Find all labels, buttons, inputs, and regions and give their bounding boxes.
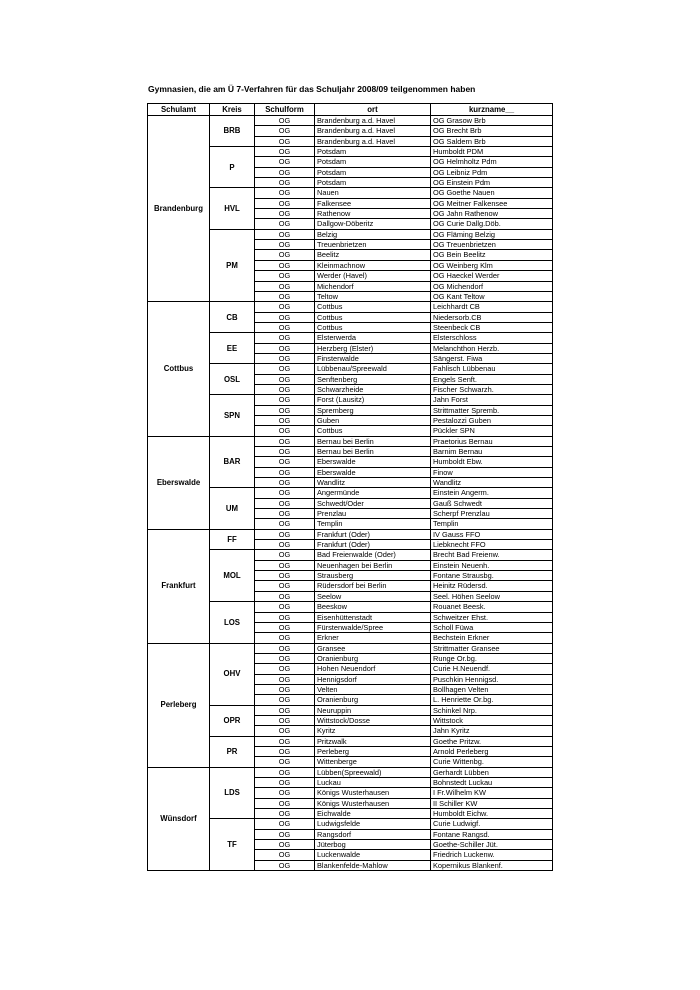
ort-cell: Schwarzheide: [315, 384, 431, 394]
kurzname-cell: OG Meitner Falkensee: [431, 198, 553, 208]
kurzname-cell: Einstein Angerm.: [431, 488, 553, 498]
schulform-cell: OG: [255, 147, 315, 157]
kurzname-cell: OG Brecht Brb: [431, 126, 553, 136]
ort-cell: Velten: [315, 684, 431, 694]
ort-cell: Cottbus: [315, 322, 431, 332]
kreis-cell: BAR: [210, 436, 255, 488]
ort-cell: Lübben(Spreewald): [315, 767, 431, 777]
ort-cell: Brandenburg a.d. Havel: [315, 136, 431, 146]
ort-cell: Treuenbrietzen: [315, 240, 431, 250]
ort-cell: Rathenow: [315, 209, 431, 219]
ort-cell: Beeskow: [315, 602, 431, 612]
ort-cell: Cottbus: [315, 302, 431, 312]
schulform-cell: OG: [255, 364, 315, 374]
table-row: [148, 116, 553, 126]
kurzname-cell: Kopernikus Blankenf.: [431, 860, 553, 870]
ort-cell: Fürstenwalde/Spree: [315, 622, 431, 632]
ort-cell: Neuenhagen bei Berlin: [315, 560, 431, 570]
ort-cell: Eichwalde: [315, 809, 431, 819]
schulform-cell: OG: [255, 560, 315, 570]
table-row: [148, 529, 553, 539]
kurzname-cell: Brecht Bad Freienw.: [431, 550, 553, 560]
ort-cell: Potsdam: [315, 157, 431, 167]
kurzname-cell: Puschkin Hennigsd.: [431, 674, 553, 684]
schulform-cell: OG: [255, 778, 315, 788]
schulform-cell: OG: [255, 519, 315, 529]
schulform-cell: OG: [255, 498, 315, 508]
ort-cell: Frankfurt (Oder): [315, 529, 431, 539]
schulform-cell: OG: [255, 602, 315, 612]
ort-cell: Teltow: [315, 291, 431, 301]
schulamt-cell: Frankfurt: [148, 529, 210, 643]
schulform-cell: OG: [255, 322, 315, 332]
schulform-cell: OG: [255, 788, 315, 798]
kurzname-cell: Goethe-Schiller Jüt.: [431, 840, 553, 850]
kurzname-cell: Strittmatter Gransee: [431, 643, 553, 653]
schulform-cell: OG: [255, 415, 315, 425]
ort-cell: Brandenburg a.d. Havel: [315, 116, 431, 126]
ort-cell: Bad Freienwalde (Oder): [315, 550, 431, 560]
ort-cell: Blankenfelde-Mahlow: [315, 860, 431, 870]
column-header-schulform: Schulform: [255, 104, 315, 116]
ort-cell: Spremberg: [315, 405, 431, 415]
schulform-cell: OG: [255, 302, 315, 312]
schulform-cell: OG: [255, 612, 315, 622]
kreis-cell: FF: [210, 529, 255, 550]
ort-cell: Wittstock/Dosse: [315, 715, 431, 725]
kurzname-cell: OG Goethe Nauen: [431, 188, 553, 198]
ort-cell: Frankfurt (Oder): [315, 540, 431, 550]
kurzname-cell: Praetorius Bernau: [431, 436, 553, 446]
schulform-cell: OG: [255, 798, 315, 808]
schulform-cell: OG: [255, 705, 315, 715]
kurzname-cell: Finow: [431, 467, 553, 477]
kurzname-cell: Engels Senft.: [431, 374, 553, 384]
ort-cell: Gransee: [315, 643, 431, 653]
table-row: [148, 436, 553, 446]
schulform-cell: OG: [255, 353, 315, 363]
ort-cell: Wandlitz: [315, 478, 431, 488]
schulform-cell: OG: [255, 116, 315, 126]
schulform-cell: OG: [255, 333, 315, 343]
schulform-cell: OG: [255, 591, 315, 601]
ort-cell: Kyritz: [315, 726, 431, 736]
ort-cell: Brandenburg a.d. Havel: [315, 126, 431, 136]
kurzname-cell: Curie Wittenbg.: [431, 757, 553, 767]
ort-cell: Potsdam: [315, 147, 431, 157]
kurzname-cell: Rouanet Beesk.: [431, 602, 553, 612]
ort-cell: Hennigsdorf: [315, 674, 431, 684]
kreis-cell: MOL: [210, 550, 255, 602]
schulform-cell: OG: [255, 715, 315, 725]
kurzname-cell: Jahn Forst: [431, 395, 553, 405]
ort-cell: Werder (Havel): [315, 271, 431, 281]
column-header-kurzname: kurzname__: [431, 104, 553, 116]
schulform-cell: OG: [255, 829, 315, 839]
kurzname-cell: Humboldt PDM: [431, 147, 553, 157]
ort-cell: Cottbus: [315, 426, 431, 436]
schulform-cell: OG: [255, 550, 315, 560]
kurzname-cell: OG Einstein Pdm: [431, 178, 553, 188]
ort-cell: Bernau bei Berlin: [315, 436, 431, 446]
schulform-cell: OG: [255, 198, 315, 208]
ort-cell: Ludwigsfelde: [315, 819, 431, 829]
kurzname-cell: Runge Or.bg.: [431, 653, 553, 663]
schulform-cell: OG: [255, 467, 315, 477]
kurzname-cell: Fontane Strausbg.: [431, 571, 553, 581]
schulform-cell: OG: [255, 395, 315, 405]
kurzname-cell: OG Haeckel Werder: [431, 271, 553, 281]
table-row: [148, 302, 553, 312]
kreis-cell: LDS: [210, 767, 255, 819]
kurzname-cell: Fahlisch Lübbenau: [431, 364, 553, 374]
kurzname-cell: OG Grasow Brb: [431, 116, 553, 126]
ort-cell: Oranienburg: [315, 695, 431, 705]
schulform-cell: OG: [255, 250, 315, 260]
ort-cell: Eisenhüttenstadt: [315, 612, 431, 622]
ort-cell: Dallgow-Döberitz: [315, 219, 431, 229]
kurzname-cell: OG Fläming Belzig: [431, 229, 553, 239]
kurzname-cell: OG Kant Teltow: [431, 291, 553, 301]
schulform-cell: OG: [255, 178, 315, 188]
ort-cell: Prenzlau: [315, 509, 431, 519]
kreis-cell: LOS: [210, 602, 255, 643]
kurzname-cell: Bollhagen Velten: [431, 684, 553, 694]
kurzname-cell: Scherpf Prenzlau: [431, 509, 553, 519]
kurzname-cell: Schweitzer Ehst.: [431, 612, 553, 622]
kreis-cell: OPR: [210, 705, 255, 736]
kurzname-cell: Liebknecht FFO: [431, 540, 553, 550]
schulform-cell: OG: [255, 209, 315, 219]
kreis-cell: OHV: [210, 643, 255, 705]
ort-cell: Strausberg: [315, 571, 431, 581]
kurzname-cell: Sängerst. Fiwa: [431, 353, 553, 363]
column-header-kreis: Kreis: [210, 104, 255, 116]
schulform-cell: OG: [255, 478, 315, 488]
ort-cell: Belzig: [315, 229, 431, 239]
kurzname-cell: Humboldt Eichw.: [431, 809, 553, 819]
schulform-cell: OG: [255, 726, 315, 736]
schulform-cell: OG: [255, 488, 315, 498]
kurzname-cell: Fontane Rangsd.: [431, 829, 553, 839]
kurzname-cell: Curie H.Neuendf.: [431, 664, 553, 674]
schulform-cell: OG: [255, 757, 315, 767]
schulform-cell: OG: [255, 509, 315, 519]
kurzname-cell: Steenbeck CB: [431, 322, 553, 332]
kurzname-cell: OG Leibniz Pdm: [431, 167, 553, 177]
kurzname-cell: Humboldt Ebw.: [431, 457, 553, 467]
schulform-cell: OG: [255, 746, 315, 756]
ort-cell: Schwedt/Oder: [315, 498, 431, 508]
kurzname-cell: Leichhardt CB: [431, 302, 553, 312]
schulform-cell: OG: [255, 157, 315, 167]
schulform-cell: OG: [255, 343, 315, 353]
schulform-cell: OG: [255, 240, 315, 250]
kreis-cell: EE: [210, 333, 255, 364]
kreis-cell: TF: [210, 819, 255, 871]
kurzname-cell: IV Gauss FFO: [431, 529, 553, 539]
header-row: [148, 104, 553, 116]
schulamt-cell: Brandenburg: [148, 116, 210, 302]
kurzname-cell: Melanchthon Herzb.: [431, 343, 553, 353]
ort-cell: Pritzwalk: [315, 736, 431, 746]
schools-table: [147, 103, 553, 871]
kreis-cell: P: [210, 147, 255, 188]
schulform-cell: OG: [255, 136, 315, 146]
schulform-cell: OG: [255, 260, 315, 270]
kurzname-cell: Templin: [431, 519, 553, 529]
schulform-cell: OG: [255, 819, 315, 829]
ort-cell: Michendorf: [315, 281, 431, 291]
kurzname-cell: Gauß Schwedt: [431, 498, 553, 508]
kurzname-cell: Friedrich Luckenw.: [431, 850, 553, 860]
schulform-cell: OG: [255, 684, 315, 694]
kurzname-cell: OG Michendorf: [431, 281, 553, 291]
schulform-cell: OG: [255, 405, 315, 415]
ort-cell: Guben: [315, 415, 431, 425]
kreis-cell: OSL: [210, 364, 255, 395]
kurzname-cell: OG Weinberg Klm: [431, 260, 553, 270]
schulform-cell: OG: [255, 126, 315, 136]
ort-cell: Cottbus: [315, 312, 431, 322]
kreis-cell: PR: [210, 736, 255, 767]
kreis-cell: UM: [210, 488, 255, 529]
ort-cell: Erkner: [315, 633, 431, 643]
kurzname-cell: Gerhardt Lübben: [431, 767, 553, 777]
schulamt-cell: Perleberg: [148, 643, 210, 767]
kurzname-cell: OG Bein Beelitz: [431, 250, 553, 260]
kreis-cell: BRB: [210, 116, 255, 147]
kurzname-cell: Pückler SPN: [431, 426, 553, 436]
ort-cell: Eberswalde: [315, 467, 431, 477]
schulform-cell: OG: [255, 633, 315, 643]
kurzname-cell: L. Henriette Or.bg.: [431, 695, 553, 705]
schulform-cell: OG: [255, 229, 315, 239]
schulform-cell: OG: [255, 540, 315, 550]
schulform-cell: OG: [255, 447, 315, 457]
ort-cell: Seelow: [315, 591, 431, 601]
kurzname-cell: Fischer Schwarzh.: [431, 384, 553, 394]
kurzname-cell: Seel. Höhen Seelow: [431, 591, 553, 601]
ort-cell: Wittenberge: [315, 757, 431, 767]
kurzname-cell: Elsterschloss: [431, 333, 553, 343]
ort-cell: Templin: [315, 519, 431, 529]
kurzname-cell: Jahn Kyritz: [431, 726, 553, 736]
column-header-ort: ort: [315, 104, 431, 116]
kurzname-cell: Schinkel Nrp.: [431, 705, 553, 715]
kreis-cell: PM: [210, 229, 255, 301]
ort-cell: Herzberg (Elster): [315, 343, 431, 353]
schulform-cell: OG: [255, 219, 315, 229]
table-body: [148, 116, 553, 871]
ort-cell: Perleberg: [315, 746, 431, 756]
schulform-cell: OG: [255, 312, 315, 322]
kurzname-cell: OG Curie Dallg.Döb.: [431, 219, 553, 229]
ort-cell: Jüterbog: [315, 840, 431, 850]
document-title: Gymnasien, die am Ü 7-Verfahren für das Schuljahr 2008/09 teilgenommen haben: [148, 84, 476, 94]
kurzname-cell: Pestalozzi Guben: [431, 415, 553, 425]
ort-cell: Nauen: [315, 188, 431, 198]
ort-cell: Falkensee: [315, 198, 431, 208]
kreis-cell: HVL: [210, 188, 255, 229]
schulform-cell: OG: [255, 674, 315, 684]
schulform-cell: OG: [255, 653, 315, 663]
ort-cell: Elsterwerda: [315, 333, 431, 343]
kurzname-cell: Arnold Perleberg: [431, 746, 553, 756]
kurzname-cell: Barnim Bernau: [431, 447, 553, 457]
ort-cell: Potsdam: [315, 178, 431, 188]
ort-cell: Senftenberg: [315, 374, 431, 384]
schulform-cell: OG: [255, 840, 315, 850]
ort-cell: Luckau: [315, 778, 431, 788]
schulform-cell: OG: [255, 281, 315, 291]
kurzname-cell: Niedersorb.CB: [431, 312, 553, 322]
kurzname-cell: Curie Ludwigf.: [431, 819, 553, 829]
schulform-cell: OG: [255, 695, 315, 705]
kurzname-cell: Bechstein Erkner: [431, 633, 553, 643]
ort-cell: Neuruppin: [315, 705, 431, 715]
kurzname-cell: Scholl Füwa: [431, 622, 553, 632]
ort-cell: Bernau bei Berlin: [315, 447, 431, 457]
schulamt-cell: Cottbus: [148, 302, 210, 436]
ort-cell: Finsterwalde: [315, 353, 431, 363]
ort-cell: Königs Wusterhausen: [315, 798, 431, 808]
schulamt-cell: Wünsdorf: [148, 767, 210, 870]
schulform-cell: OG: [255, 529, 315, 539]
ort-cell: Forst (Lausitz): [315, 395, 431, 405]
schulform-cell: OG: [255, 809, 315, 819]
ort-cell: Rangsdorf: [315, 829, 431, 839]
schulform-cell: OG: [255, 426, 315, 436]
table-row: [148, 643, 553, 653]
table-row: [148, 767, 553, 777]
ort-cell: Eberswalde: [315, 457, 431, 467]
ort-cell: Hohen Neuendorf: [315, 664, 431, 674]
ort-cell: Beelitz: [315, 250, 431, 260]
kurzname-cell: I Fr.Wilhelm KW: [431, 788, 553, 798]
kurzname-cell: OG Treuenbrietzen: [431, 240, 553, 250]
ort-cell: Angermünde: [315, 488, 431, 498]
ort-cell: Lübbenau/Spreewald: [315, 364, 431, 374]
schulform-cell: OG: [255, 664, 315, 674]
schulform-cell: OG: [255, 622, 315, 632]
kurzname-cell: II Schiller KW: [431, 798, 553, 808]
schulform-cell: OG: [255, 736, 315, 746]
ort-cell: Kleinmachnow: [315, 260, 431, 270]
schulform-cell: OG: [255, 384, 315, 394]
kurzname-cell: Wandlitz: [431, 478, 553, 488]
ort-cell: Königs Wusterhausen: [315, 788, 431, 798]
schulamt-cell: Eberswalde: [148, 436, 210, 529]
schulform-cell: OG: [255, 850, 315, 860]
schulform-cell: OG: [255, 167, 315, 177]
ort-cell: Oranienburg: [315, 653, 431, 663]
ort-cell: Potsdam: [315, 167, 431, 177]
schulform-cell: OG: [255, 436, 315, 446]
ort-cell: Luckenwalde: [315, 850, 431, 860]
schulform-cell: OG: [255, 457, 315, 467]
schulform-cell: OG: [255, 571, 315, 581]
kurzname-cell: Bohnstedt Luckau: [431, 778, 553, 788]
kreis-cell: CB: [210, 302, 255, 333]
kurzname-cell: Heinitz Rüdersd.: [431, 581, 553, 591]
kurzname-cell: Strittmatter Spremb.: [431, 405, 553, 415]
schulform-cell: OG: [255, 643, 315, 653]
kurzname-cell: Wittstock: [431, 715, 553, 725]
column-header-schulamt: Schulamt: [148, 104, 210, 116]
schulform-cell: OG: [255, 581, 315, 591]
kurzname-cell: Goethe Pritzw.: [431, 736, 553, 746]
schulform-cell: OG: [255, 860, 315, 870]
kurzname-cell: OG Saldern Brb: [431, 136, 553, 146]
kurzname-cell: OG Helmholtz Pdm: [431, 157, 553, 167]
schulform-cell: OG: [255, 291, 315, 301]
kurzname-cell: Einstein Neuenh.: [431, 560, 553, 570]
schulform-cell: OG: [255, 188, 315, 198]
schulform-cell: OG: [255, 767, 315, 777]
schulform-cell: OG: [255, 271, 315, 281]
ort-cell: Rüdersdorf bei Berlin: [315, 581, 431, 591]
schulform-cell: OG: [255, 374, 315, 384]
kurzname-cell: OG Jahn Rathenow: [431, 209, 553, 219]
kreis-cell: SPN: [210, 395, 255, 436]
